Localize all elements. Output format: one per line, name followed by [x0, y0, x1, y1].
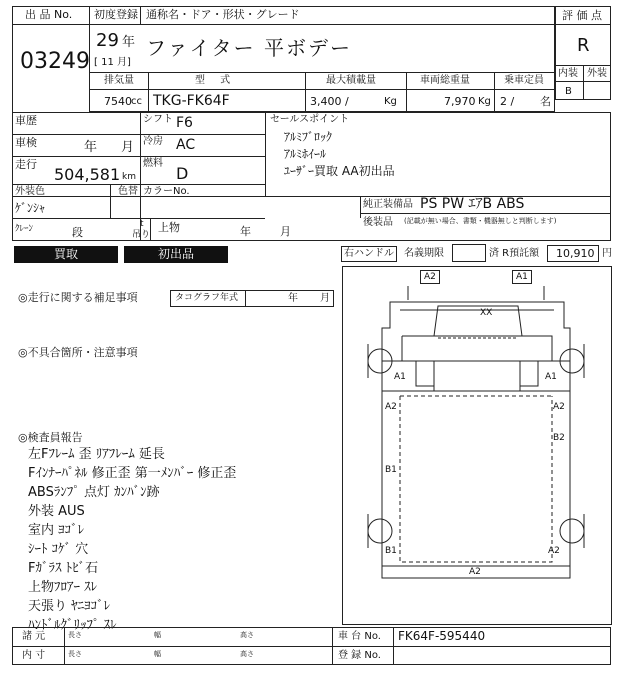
inspector-note: ﾊﾝﾄﾞﾙｸﾞﾘｯﾌﾟ ｽﾚ: [28, 618, 117, 633]
tachograph-label: タコグラフ年式: [175, 293, 239, 303]
defects-label: ◎不具合箇所・注意事項: [18, 346, 138, 359]
exterior-label: 外装: [587, 68, 607, 79]
ext-color-label: 外装色: [15, 186, 45, 197]
name-change-box: [452, 244, 486, 262]
mark-right-mid: B2: [553, 433, 565, 443]
max-load-value: 3,400 /: [310, 95, 349, 108]
reg-year: 29: [96, 30, 119, 51]
length-label-2: 長さ: [68, 650, 82, 658]
ac-label: 冷房: [143, 136, 163, 147]
mileage-label: 走行: [15, 158, 37, 171]
mark-left-mid: B1: [385, 465, 397, 475]
mark-cab: XX: [480, 308, 493, 318]
yen-label: 円: [602, 248, 612, 259]
crane-step: 段: [72, 226, 83, 239]
model-code-label: 型 式: [195, 75, 237, 86]
model-name-label: 通称名・ドア・形状・グレード: [146, 8, 300, 21]
name-change-label: 名義期限: [404, 248, 444, 259]
sales-point-3: ﾕｰｻﾞｰ買取 AA初出品: [284, 164, 395, 178]
aftermarket-note: (記載が無い場合、書類・機器無しと判断します): [404, 217, 557, 225]
inspector-note: 外装 AUS: [28, 504, 85, 519]
score-label: 評 価 点: [562, 9, 602, 22]
first-reg-label: 初度登録: [94, 8, 138, 21]
mark-right-front: A1: [545, 372, 557, 382]
bed-month: 月: [280, 225, 291, 238]
capacity-unit: 名: [540, 95, 551, 108]
naiso-label: 内 寸: [22, 650, 46, 661]
recycle-label: 済 R預託額: [489, 248, 540, 259]
displacement-label: 排気量: [104, 75, 134, 86]
reg-month: [ 11 月]: [94, 57, 131, 68]
mark-right-upper: A2: [553, 402, 565, 412]
score-value: R: [577, 35, 590, 56]
aftermarket-label: 後装品: [363, 217, 393, 228]
std-equipment-value: PS PW ｴｱB ABS: [420, 196, 525, 212]
capacity-label: 乗車定員: [504, 75, 544, 86]
width-label-1: 幅: [154, 631, 161, 639]
mileage-value: 504,581: [54, 165, 121, 184]
inspector-note: Fｲﾝﾅｰﾊﾟﾈﾙ 修正歪 第一ﾒﾝﾊﾞｰ 修正歪: [28, 466, 237, 481]
inspection-month: 月: [121, 140, 135, 155]
interior-score: B: [565, 86, 572, 97]
tachograph-month: 月: [320, 293, 330, 304]
mark-left-front: A1: [394, 372, 406, 382]
registration-label: 登 録 No.: [338, 650, 381, 661]
interior-label: 内装: [558, 68, 578, 79]
crane-label: ｸﾚｰﾝ: [15, 224, 34, 234]
inspector-note: 上物ﾌﾛｱｰ ｽﾚ: [28, 580, 98, 595]
displacement-unit: cc: [131, 96, 142, 107]
gross-weight-label: 車両総重量: [420, 75, 470, 86]
inspection-label: 車検: [15, 136, 37, 149]
badge-first-listing: 初出品: [124, 246, 228, 263]
mark-bottom: A2: [469, 567, 481, 577]
lot-label: 出 品 No.: [25, 8, 73, 21]
width-label-2: 幅: [154, 650, 161, 658]
right-hand-label: 右ハンドル: [344, 248, 394, 259]
bed-label: 上物: [158, 221, 180, 234]
driving-notes-label: ◎走行に関する補足事項: [18, 291, 138, 304]
inspector-notes: [28, 445, 236, 635]
height-label-2: 高さ: [240, 650, 254, 658]
crane-lift: 吊り: [132, 230, 151, 240]
gross-weight-unit: Kg: [478, 96, 491, 107]
max-load-label: 最大積載量: [326, 75, 376, 86]
bed-year: 年: [240, 225, 251, 238]
mark-right-rear: A2: [548, 546, 560, 556]
lot-number: 03249: [20, 49, 90, 74]
inspection-year: 年: [84, 140, 98, 155]
gross-weight-value: 7,970: [444, 95, 476, 108]
crane-t: t: [140, 219, 144, 229]
length-label-1: 長さ: [68, 631, 82, 639]
chassis-value: FK64F-595440: [398, 629, 486, 643]
sales-point-2: ｱﾙﾐﾎｲｰﾙ: [284, 147, 327, 161]
recycle-value: 10,910: [556, 247, 595, 260]
mileage-unit: km: [122, 172, 136, 182]
model-name: ファイター 平ボデー: [146, 36, 352, 60]
inspector-note: ABSﾗﾝﾌﾟ 点灯 ｶﾝﾊﾞﾝ跡: [28, 485, 160, 500]
ext-color-value: ｹﾞﾝｼｬ: [15, 201, 46, 215]
inspector-note: 左Fﾌﾚｰﾑ 歪 ﾘｱﾌﾚｰﾑ 延長: [28, 447, 165, 462]
reg-year-unit: 年: [122, 35, 136, 50]
fuel-value: D: [176, 164, 189, 183]
chassis-label: 車 台 No.: [338, 631, 381, 642]
color-no-label: カラーNo.: [143, 186, 190, 197]
inspector-note: 室内 ﾖｺﾞﾚ: [28, 523, 85, 538]
fuel-label: 燃料: [143, 158, 163, 169]
ac-value: AC: [176, 137, 196, 153]
color-change-label: 色替: [118, 186, 138, 197]
sales-point-1: ｱﾙﾐﾌﾞﾛｯｸ: [284, 130, 333, 144]
capacity-value: 2 /: [500, 95, 515, 108]
max-load-unit: Kg: [384, 96, 397, 107]
height-label-1: 高さ: [240, 631, 254, 639]
mark-left-rear: B1: [385, 546, 397, 556]
mark-left-upper: A2: [385, 402, 397, 412]
inspector-label: ◎検査員報告: [18, 431, 83, 444]
shift-label: シフト: [143, 114, 173, 125]
tachograph-year: 年: [288, 293, 298, 304]
shoshu-label: 諸 元: [22, 631, 46, 642]
inspector-note: ｼｰﾄ ｺｹﾞ 穴: [28, 542, 89, 557]
badge-buyback: 買取: [14, 246, 118, 263]
sales-points-title: セールスポイント: [270, 114, 350, 125]
inspector-note: Fｶﾞﾗｽ ﾄﾋﾞ石: [28, 561, 99, 576]
inspector-note: 天張り ﾔﾆﾖｺﾞﾚ: [28, 599, 111, 614]
mark-top-right: A1: [516, 272, 528, 282]
std-equipment-label: 純正装備品: [363, 199, 413, 210]
displacement-value: 7540: [104, 95, 132, 108]
model-code-value: TKG-FK64F: [153, 93, 230, 109]
history-label: 車歴: [15, 114, 37, 127]
shift-value: F6: [176, 115, 193, 131]
mark-top-left: A2: [424, 272, 436, 282]
